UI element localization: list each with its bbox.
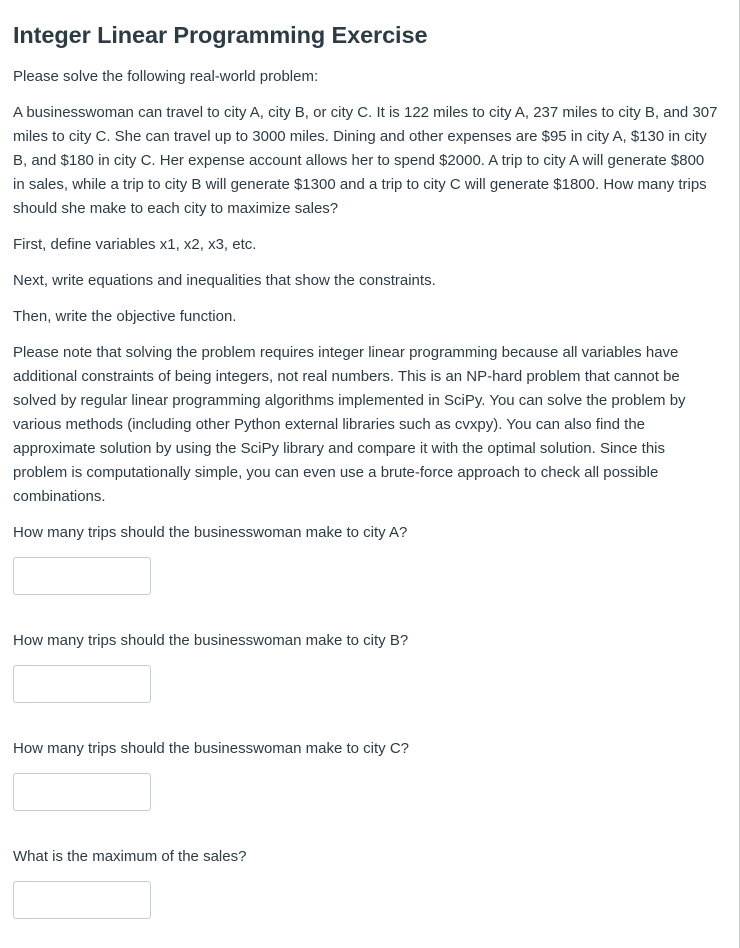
step-objective-function: Then, write the objective function. bbox=[13, 308, 237, 325]
problem-statement: A businesswoman can travel to city A, city B, or city C. It is 122 miles to city A, 237 miles to city B, and 307 miles to city C. She can travel up to 3000 miles. Dining and other expenses are $95 in city A, $130 in city B, and $180 in city C. Her expense account allows her to spend $2000. A trip to city A will generate $800 in sales, while a trip to city B will generate $1300 and a trip to city C will generate $1800. How many trips should she make to each city to maximize sales? bbox=[13, 104, 718, 217]
step-define-variables: First, define variables x1, x2, x3, etc. bbox=[13, 236, 257, 253]
question-city-b: How many trips should the businesswoman make to city B? bbox=[13, 632, 409, 649]
answer-input-max-sales[interactable] bbox=[13, 881, 151, 919]
note-text: Please note that solving the problem requires integer linear programming because all variables have additional constraints of being integers, not real numbers. This is an NP-hard problem that cannot be solved by regular linear programming algorithms implemented in SciPy. You can solve the problem by various methods (including other Python external libraries such as cvxpy). You can also find the approximate solution by using the SciPy library and compare it with the optimal solution. Since this problem is computationally simple, you can even use a brute-force approach to check all possible combinations. bbox=[13, 344, 686, 505]
quiz-content bbox=[13, 18, 719, 919]
intro-text: Please solve the following real-world problem: bbox=[13, 68, 319, 85]
question-max-sales: What is the maximum of the sales? bbox=[13, 848, 247, 865]
page-title: Integer Linear Programming Exercise bbox=[13, 22, 428, 48]
answer-input-city-a[interactable] bbox=[13, 557, 151, 595]
answer-input-city-c[interactable] bbox=[13, 773, 151, 811]
question-city-a: How many trips should the businesswoman make to city A? bbox=[13, 524, 408, 541]
answer-input-city-b[interactable] bbox=[13, 665, 151, 703]
question-city-c: How many trips should the businesswoman make to city C? bbox=[13, 740, 410, 757]
step-write-constraints: Next, write equations and inequalities that show the constraints. bbox=[13, 272, 436, 289]
